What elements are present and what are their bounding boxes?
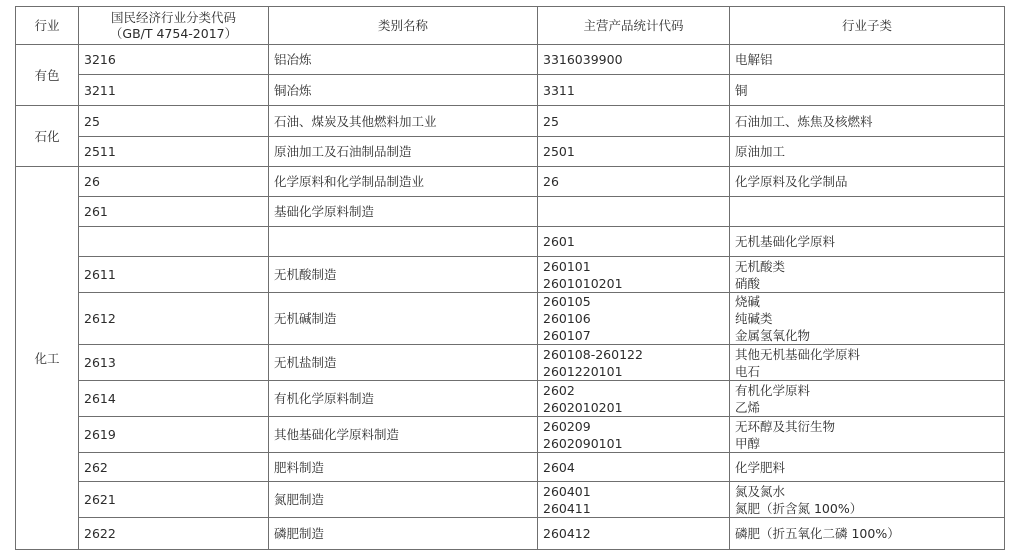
code-cell: 3216 [79, 45, 269, 75]
code-cell: 2511 [79, 137, 269, 167]
product-cell [538, 417, 730, 453]
product-code: 3316039900 [543, 52, 623, 67]
table-row [16, 106, 1005, 137]
name-cell: 石油、煤炭及其他燃料加工业 [269, 106, 538, 137]
group-nonferrous: 有色 [16, 45, 79, 106]
table-row [16, 345, 1005, 381]
sub-cell [730, 453, 1005, 482]
header-subcategory: 行业子类 [730, 7, 1005, 45]
header-code-line1: 国民经济行业分类代码 [110, 9, 236, 25]
subcategory: 有机化学原料 [735, 382, 811, 398]
sub-cell [730, 417, 1005, 453]
product-cell [538, 227, 730, 257]
name-cell: 基础化学原料制造 [269, 197, 538, 227]
subcategory: 磷肥（折五氧化二磷 100%） [735, 526, 900, 541]
product-code: 25 [543, 113, 559, 129]
product-code: 3311 [543, 82, 575, 98]
product-cell [538, 293, 730, 345]
product-code: 260101 [543, 258, 591, 274]
product-code: 2501 [543, 144, 575, 159]
name-cell: 原油加工及石油制品制造 [269, 137, 538, 167]
table-row [16, 518, 1005, 550]
name-cell: 肥料制造 [269, 453, 538, 482]
product-code: 2602090101 [543, 435, 623, 451]
sub-cell [730, 197, 1005, 227]
subcategory: 化学肥料 [735, 459, 786, 475]
product-code: 260401 [543, 483, 591, 499]
sub-cell [730, 518, 1005, 550]
product-cell [538, 345, 730, 381]
table-row [16, 417, 1005, 453]
name-cell: 其他基础化学原料制造 [269, 417, 538, 453]
group-petrochemical: 石化 [16, 106, 79, 167]
table-row [16, 197, 1005, 227]
code-cell: 2612 [79, 293, 269, 345]
sub-cell [730, 106, 1005, 137]
sub-cell [730, 75, 1005, 106]
code-cell: 26 [79, 167, 269, 197]
product-cell [538, 482, 730, 518]
product-code: 260105 [543, 294, 591, 309]
subcategory: 无机酸类 [735, 258, 786, 274]
name-cell: 化学原料和化学制品制造业 [269, 167, 538, 197]
header-code [79, 7, 269, 45]
code-cell: 262 [79, 453, 269, 482]
product-code: 260106 [543, 311, 591, 326]
product-cell [538, 106, 730, 137]
name-cell: 无机盐制造 [269, 345, 538, 381]
code-cell: 2614 [79, 381, 269, 417]
product-code: 2601220101 [543, 363, 623, 379]
product-cell [538, 167, 730, 197]
subcategory: 化学原料及化学制品 [735, 174, 848, 189]
table-row [16, 482, 1005, 518]
group-chemical: 化工 [16, 167, 79, 550]
table-row [16, 293, 1005, 345]
table-row [16, 453, 1005, 482]
name-cell: 无机酸制造 [269, 257, 538, 293]
product-cell [538, 75, 730, 106]
code-cell: 2613 [79, 345, 269, 381]
subcategory: 氮肥（折含氮 100%） [735, 500, 863, 516]
product-code: 260412 [543, 526, 591, 541]
product-code: 2601010201 [543, 275, 623, 291]
code-cell: 3211 [79, 75, 269, 106]
product-code: 2602010201 [543, 399, 623, 415]
table-row [16, 167, 1005, 197]
header-industry: 行业 [16, 7, 79, 45]
product-code: 26 [543, 174, 559, 189]
name-cell: 氮肥制造 [269, 482, 538, 518]
name-cell [269, 227, 538, 257]
table-row [16, 257, 1005, 293]
header-row [16, 7, 1005, 45]
product-code: 2602 [543, 382, 575, 398]
subcategory: 铜 [735, 82, 748, 98]
header-code-line2: （GB/T 4754-2017） [109, 25, 238, 41]
subcategory: 石油加工、炼焦及核燃料 [735, 113, 873, 129]
code-cell: 2622 [79, 518, 269, 550]
table-row [16, 75, 1005, 106]
subcategory: 无机基础化学原料 [735, 234, 836, 249]
subcategory: 金属氢氧化物 [735, 328, 811, 343]
subcategory: 硝酸 [735, 275, 761, 291]
code-cell: 261 [79, 197, 269, 227]
header-product-code: 主营产品统计代码 [538, 7, 730, 45]
table-row [16, 137, 1005, 167]
product-code: 260108-260122 [543, 346, 643, 362]
sub-cell [730, 482, 1005, 518]
subcategory: 纯碱类 [735, 311, 773, 326]
subcategory: 其他无机基础化学原料 [735, 346, 861, 362]
product-code: 2604 [543, 459, 575, 475]
name-cell: 磷肥制造 [269, 518, 538, 550]
table-row [16, 381, 1005, 417]
subcategory: 电解铝 [735, 52, 773, 67]
code-cell: 2611 [79, 257, 269, 293]
subcategory: 乙烯 [735, 399, 761, 415]
product-code: 260107 [543, 328, 591, 343]
name-cell: 有机化学原料制造 [269, 381, 538, 417]
product-cell [538, 453, 730, 482]
name-cell: 铜冶炼 [269, 75, 538, 106]
sub-cell [730, 257, 1005, 293]
table-row [16, 45, 1005, 75]
name-cell: 铝冶炼 [269, 45, 538, 75]
table-row [16, 227, 1005, 257]
product-cell [538, 137, 730, 167]
sub-cell [730, 293, 1005, 345]
sub-cell [730, 45, 1005, 75]
subcategory: 原油加工 [735, 144, 786, 159]
subcategory: 甲醇 [735, 435, 761, 451]
sub-cell [730, 345, 1005, 381]
sub-cell [730, 381, 1005, 417]
sub-cell [730, 227, 1005, 257]
subcategory: 无环醇及其衍生物 [735, 418, 836, 434]
product-cell [538, 197, 730, 227]
product-code: 260411 [543, 500, 591, 516]
sub-cell [730, 167, 1005, 197]
code-cell: 2619 [79, 417, 269, 453]
code-cell [79, 227, 269, 257]
header-category-name: 类别名称 [269, 7, 538, 45]
subcategory: 电石 [735, 363, 761, 379]
industry-classification-table [15, 6, 1005, 550]
product-cell [538, 45, 730, 75]
product-cell [538, 381, 730, 417]
code-cell: 2621 [79, 482, 269, 518]
sub-cell [730, 137, 1005, 167]
product-cell [538, 518, 730, 550]
product-cell [538, 257, 730, 293]
name-cell: 无机碱制造 [269, 293, 538, 345]
subcategory: 烧碱 [735, 294, 761, 309]
product-code: 260209 [543, 418, 591, 434]
code-cell: 25 [79, 106, 269, 137]
subcategory: 氮及氮水 [735, 483, 786, 499]
product-code: 2601 [543, 234, 575, 249]
